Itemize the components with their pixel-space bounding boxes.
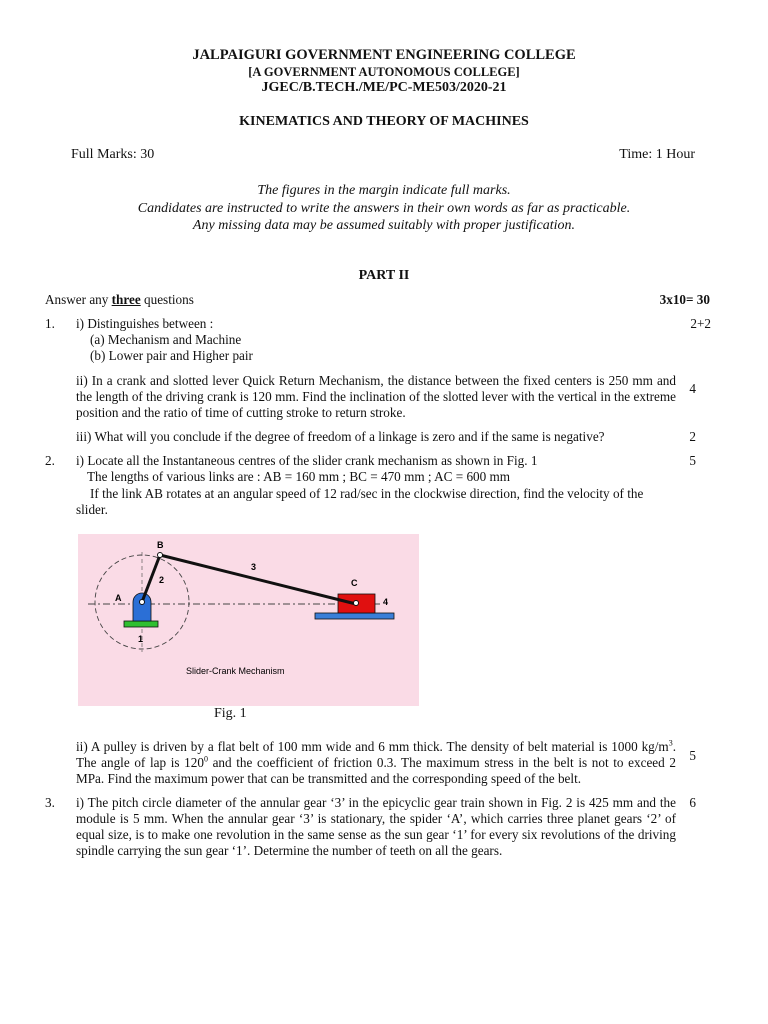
time-allowed: Time: 1 Hour bbox=[619, 147, 695, 162]
q3-i-text: i) The pitch circle diameter of the annular gear ‘3’ in the epicyclic gear train shown in Fig. 2 is 425 mm and the module is 5 mm. When the annular gear ‘3’ is stationary, the spider ‘A’, which carries three planet gears ‘2’ of equal size, is to make one revolution in the same sense as the sun gear ‘1’ for every six revolutions of the driving spindle carrying the sun gear ‘1’. Determine the number of teeth on all the gears. bbox=[76, 795, 676, 858]
ground-link bbox=[124, 621, 158, 627]
part-title: PART II bbox=[358, 268, 410, 283]
joint-a bbox=[140, 600, 145, 605]
slider-crank-figure bbox=[78, 534, 419, 706]
label-4: 4 bbox=[383, 597, 389, 607]
figure-title: Slider-Crank Mechanism bbox=[186, 666, 285, 676]
q2-i-line3: If the link AB rotates at an angular speed of 12 rad/sec in the clockwise direction, find the velocity of the slider. bbox=[76, 486, 644, 517]
q3-i-marks: 6 bbox=[689, 795, 696, 810]
q1-ii-marks: 4 bbox=[689, 381, 696, 396]
label-a: A bbox=[115, 593, 122, 603]
pin-support-a bbox=[133, 593, 151, 621]
question-number: 3. bbox=[45, 795, 55, 810]
label-b: B bbox=[157, 540, 164, 550]
figure-background bbox=[78, 534, 419, 706]
q2-ii-marks: 5 bbox=[689, 748, 696, 763]
instruction-line: Candidates are instructed to write the answers in their own words as far as practicable. bbox=[137, 201, 631, 216]
answer-count: three bbox=[111, 292, 141, 307]
q1-i-option-b: (b) Lower pair and Higher pair bbox=[90, 348, 253, 363]
answer-instruction: Answer any three questions bbox=[45, 292, 194, 307]
college-subtitle: [A GOVERNMENT AUTONOMOUS COLLEGE] bbox=[248, 65, 520, 79]
subject-title: KINEMATICS AND THEORY OF MACHINES bbox=[239, 114, 529, 129]
college-name: JALPAIGURI GOVERNMENT ENGINEERING COLLEGE bbox=[192, 47, 576, 63]
label-1: 1 bbox=[138, 634, 144, 644]
slider-guide bbox=[315, 613, 394, 619]
label-2: 2 bbox=[159, 575, 165, 585]
figure-caption: Fig. 1 bbox=[214, 706, 247, 721]
q1-iii-marks: 2 bbox=[689, 429, 696, 444]
joint-c bbox=[354, 601, 359, 606]
q2-i-line1: i) Locate all the Instantaneous centres of the slider crank mechanism as shown in Fig. 1 bbox=[76, 453, 538, 468]
q1-i-marks: 2+2 bbox=[690, 316, 711, 331]
instruction-line: The figures in the margin indicate full marks. bbox=[257, 183, 511, 198]
question-number: 2. bbox=[45, 453, 55, 468]
q1-i-option-a: (a) Mechanism and Machine bbox=[90, 332, 242, 347]
label-3: 3 bbox=[251, 562, 257, 572]
full-marks: Full Marks: 30 bbox=[71, 147, 155, 162]
course-code: JGEC/B.TECH./ME/PC-ME503/2020-21 bbox=[261, 80, 507, 95]
q1-iii-text: iii) What will you conclude if the degree of freedom of a linkage is zero and if the same is negative? bbox=[76, 429, 605, 444]
q2-i-line2: The lengths of various links are : AB = 160 mm ; BC = 470 mm ; AC = 600 mm bbox=[87, 469, 511, 484]
q2-ii-text: ii) A pulley is driven by a flat belt of 100 mm wide and 6 mm thick. The density of belt material is 1000 $kg/m^3$. The angle of lap is $120^0$ and the coefficient of friction 0.3. The maximum stress in the belt is not to exceed 2 MPa. Find the maximum power that can be transmitted and the corresponding speed of the belt. bbox=[76, 738, 676, 786]
q1-ii-text: ii) In a crank and slotted lever Quick Return Mechanism, the distance between the fixed centers is 250 mm and the length of the driving crank is 120 mm. Find the inclination of the slotted lever with the vertical in the extreme position and the ratio of time of cutting stroke to return stroke. bbox=[76, 373, 676, 420]
q2-i-marks: 5 bbox=[689, 453, 696, 468]
joint-b bbox=[158, 553, 163, 558]
part-marks: 3x10= 30 bbox=[659, 292, 710, 307]
q1-i-title: i) Distinguishes between : bbox=[76, 316, 214, 331]
instruction-line: Any missing data may be assumed suitably with proper justification. bbox=[192, 218, 576, 233]
label-c: C bbox=[351, 578, 358, 588]
question-number: 1. bbox=[45, 316, 55, 331]
